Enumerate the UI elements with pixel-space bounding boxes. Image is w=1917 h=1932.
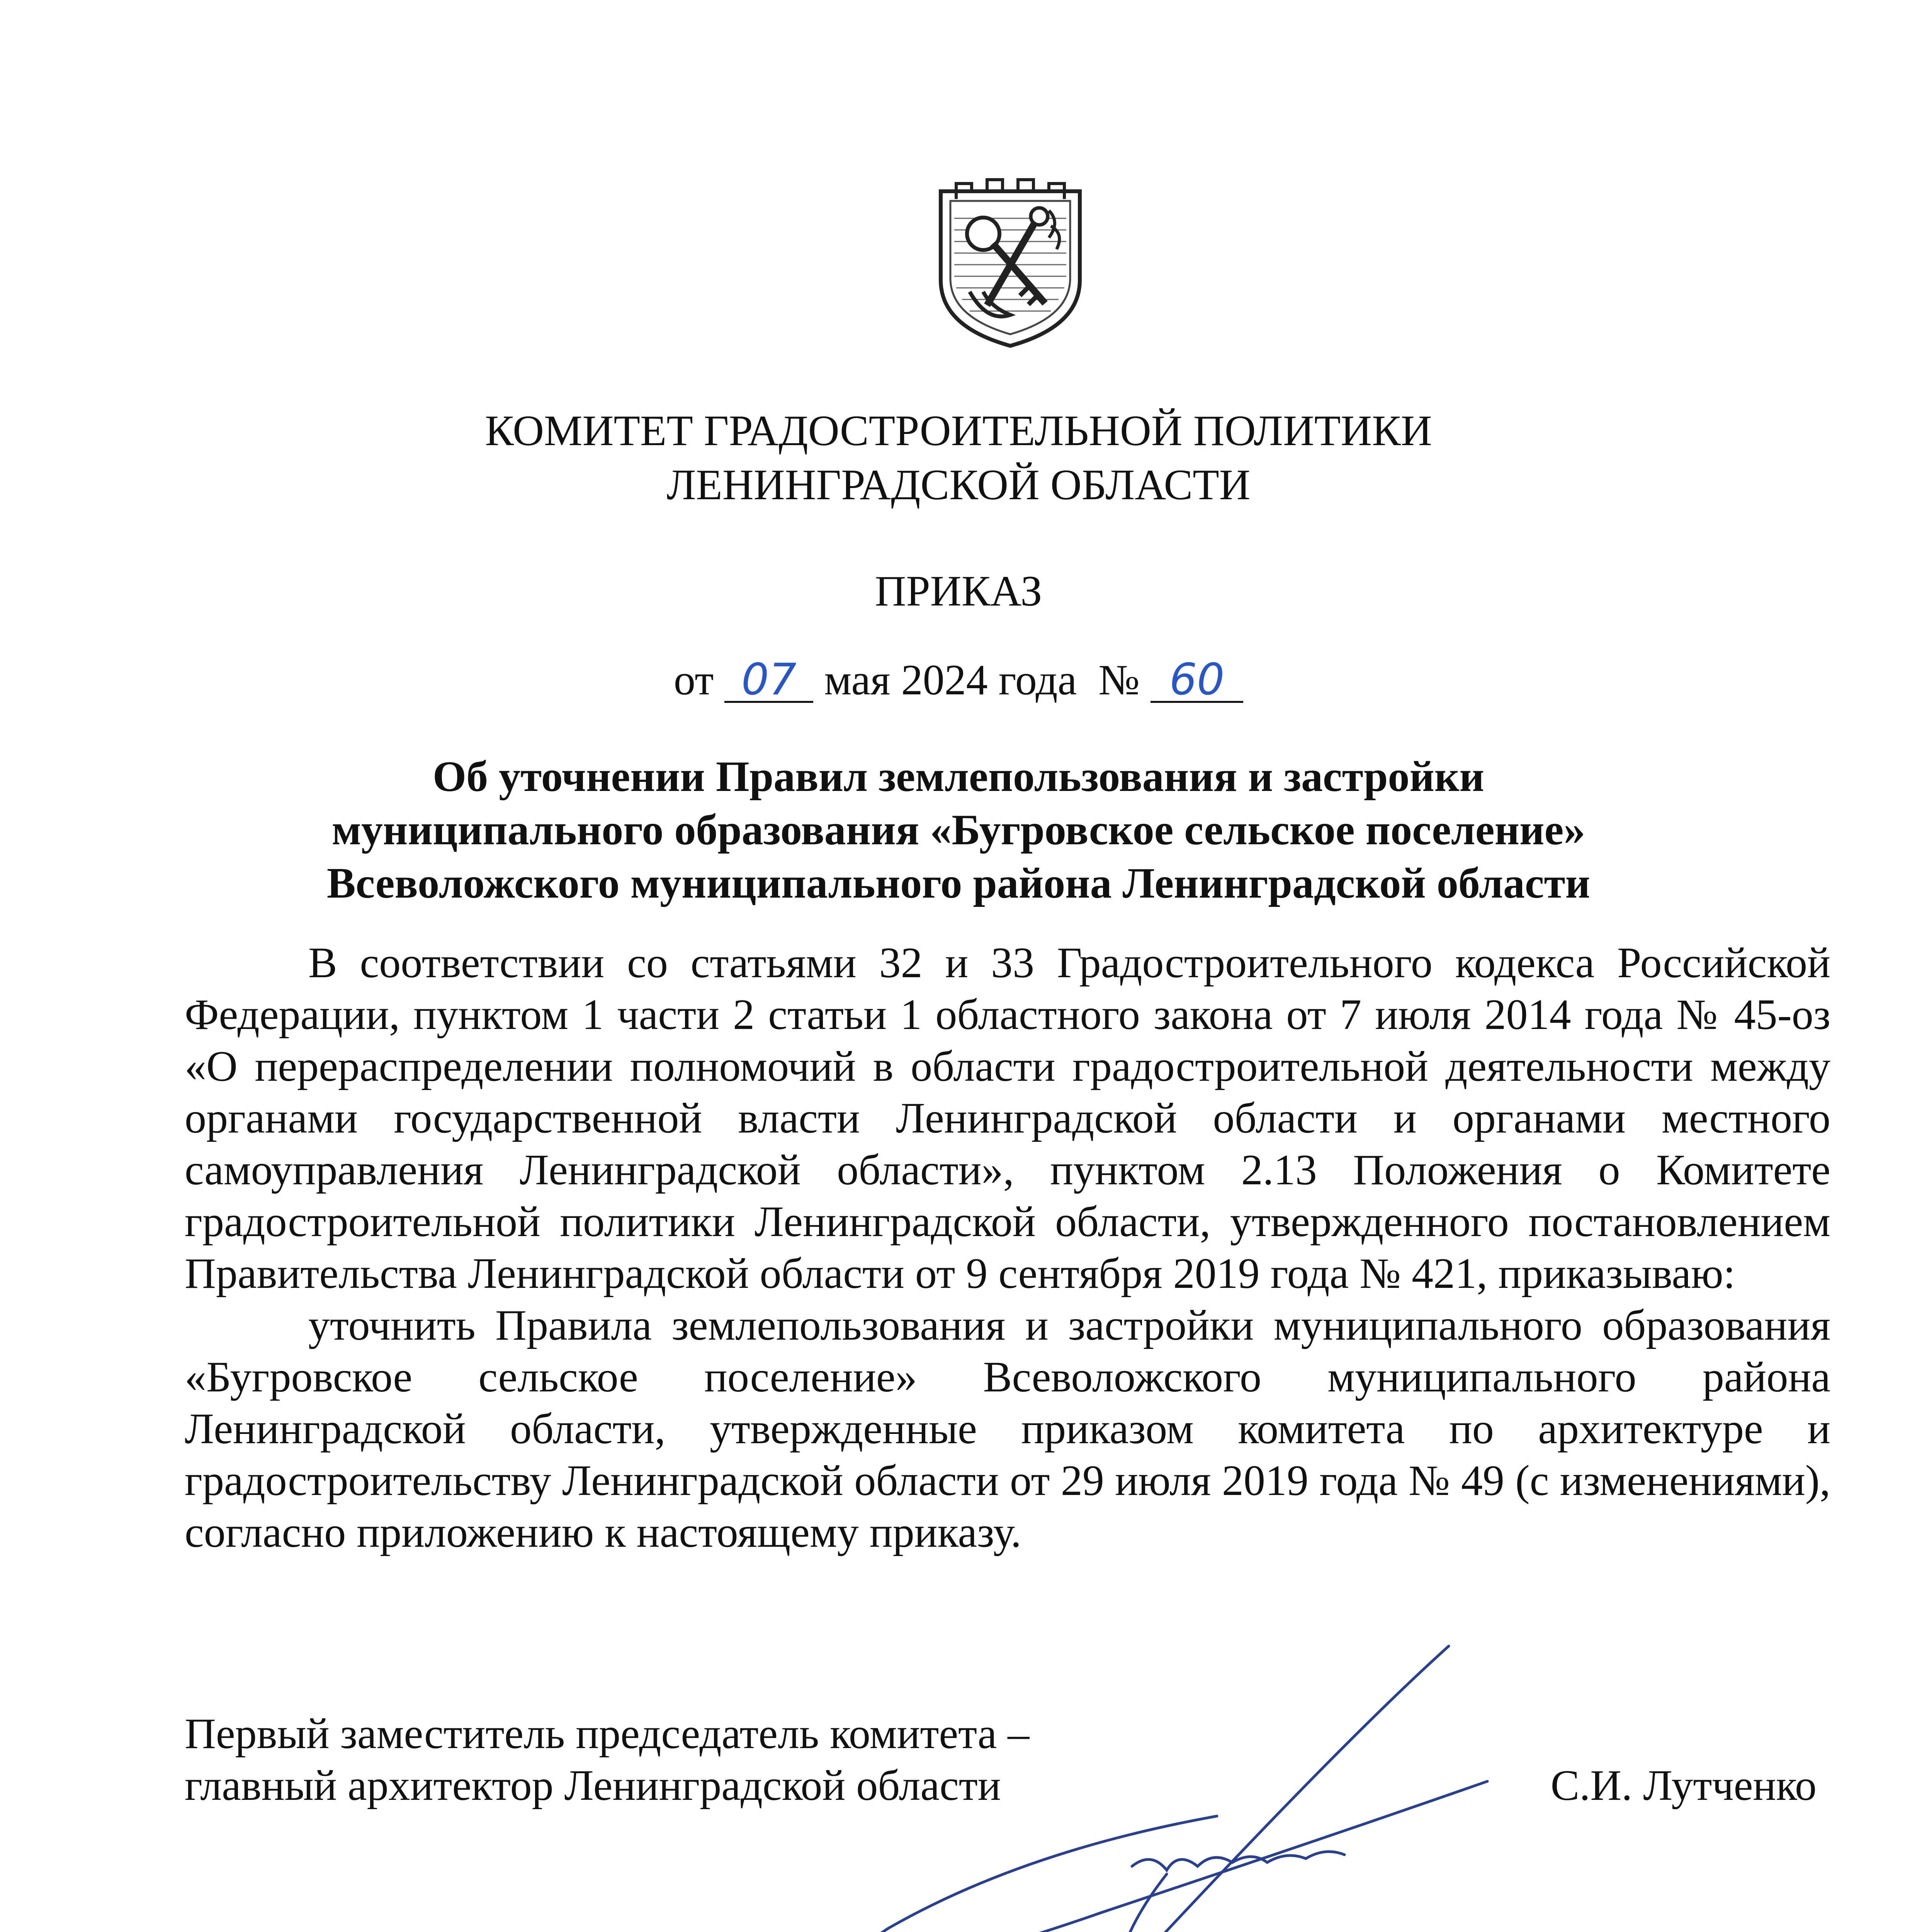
signer-position-line-1: Первый заместитель председатель комитета – [185,1710,1030,1758]
organization-name-line-1: КОМИТЕТ ГРАДОСТРОИТЕЛЬНОЙ ПОЛИТИКИ [485,407,1432,455]
signer-position-line-2: главный архитектор Ленинградской области [185,1762,1001,1810]
handwritten-day: 07 [724,658,813,703]
date-number-line [0,653,1917,707]
title-line-3: Всеволожского муниципального района Ленинградской области [326,859,1591,907]
handwritten-signature [831,1634,1507,1932]
coat-of-arms-icon [933,176,1088,350]
signer-name: С.И. Лутченко [1550,1762,1817,1810]
body-paragraph-1: В соответствии со статьями 32 и 33 Градостроительного кодекса Российской Федерации, пунктом 1 части 2 статьи 1 областного закона от 7 июля 2014 года № 45-оз «О перераспределении полномочий в области градостроительной деятельности между органами государственной власти Ленинградской области и органами местного самоуправления Ленинградской области», пунктом 2.13 Положения о Комитете градостроительной политики Ленинградской области, утвержденного постановлением Правительства Ленинградской области от 9 сентября 2019 года № 421, приказываю: [185,939,1830,1298]
order-body [185,937,1830,1558]
title-line-2: муниципального образования «Бугровское сельское поселение» [331,806,1586,854]
organization-name-line-2: ЛЕНИНГРАДСКОЙ ОБЛАСТИ [666,461,1251,509]
date-prefix: от [673,656,714,704]
date-month-year: мая 2024 года [824,656,1077,704]
document-type: ПРИКАЗ [875,567,1042,615]
title-line-1: Об уточнении Правил землепользования и застройки [433,753,1484,801]
handwritten-number: 60 [1151,658,1243,703]
body-paragraph-2: уточнить Правила землепользования и застройки муниципального образования «Бугровское сельское поселение» Всеволожского муниципального района Ленинградской области, утвержденные приказом комитета по архитектуре и градостроительству Ленинградской области от 29 июля 2019 года № 49 (с изменениями), согласно приложению к настоящему приказу. [185,1301,1830,1556]
number-sign: № [1098,656,1140,704]
